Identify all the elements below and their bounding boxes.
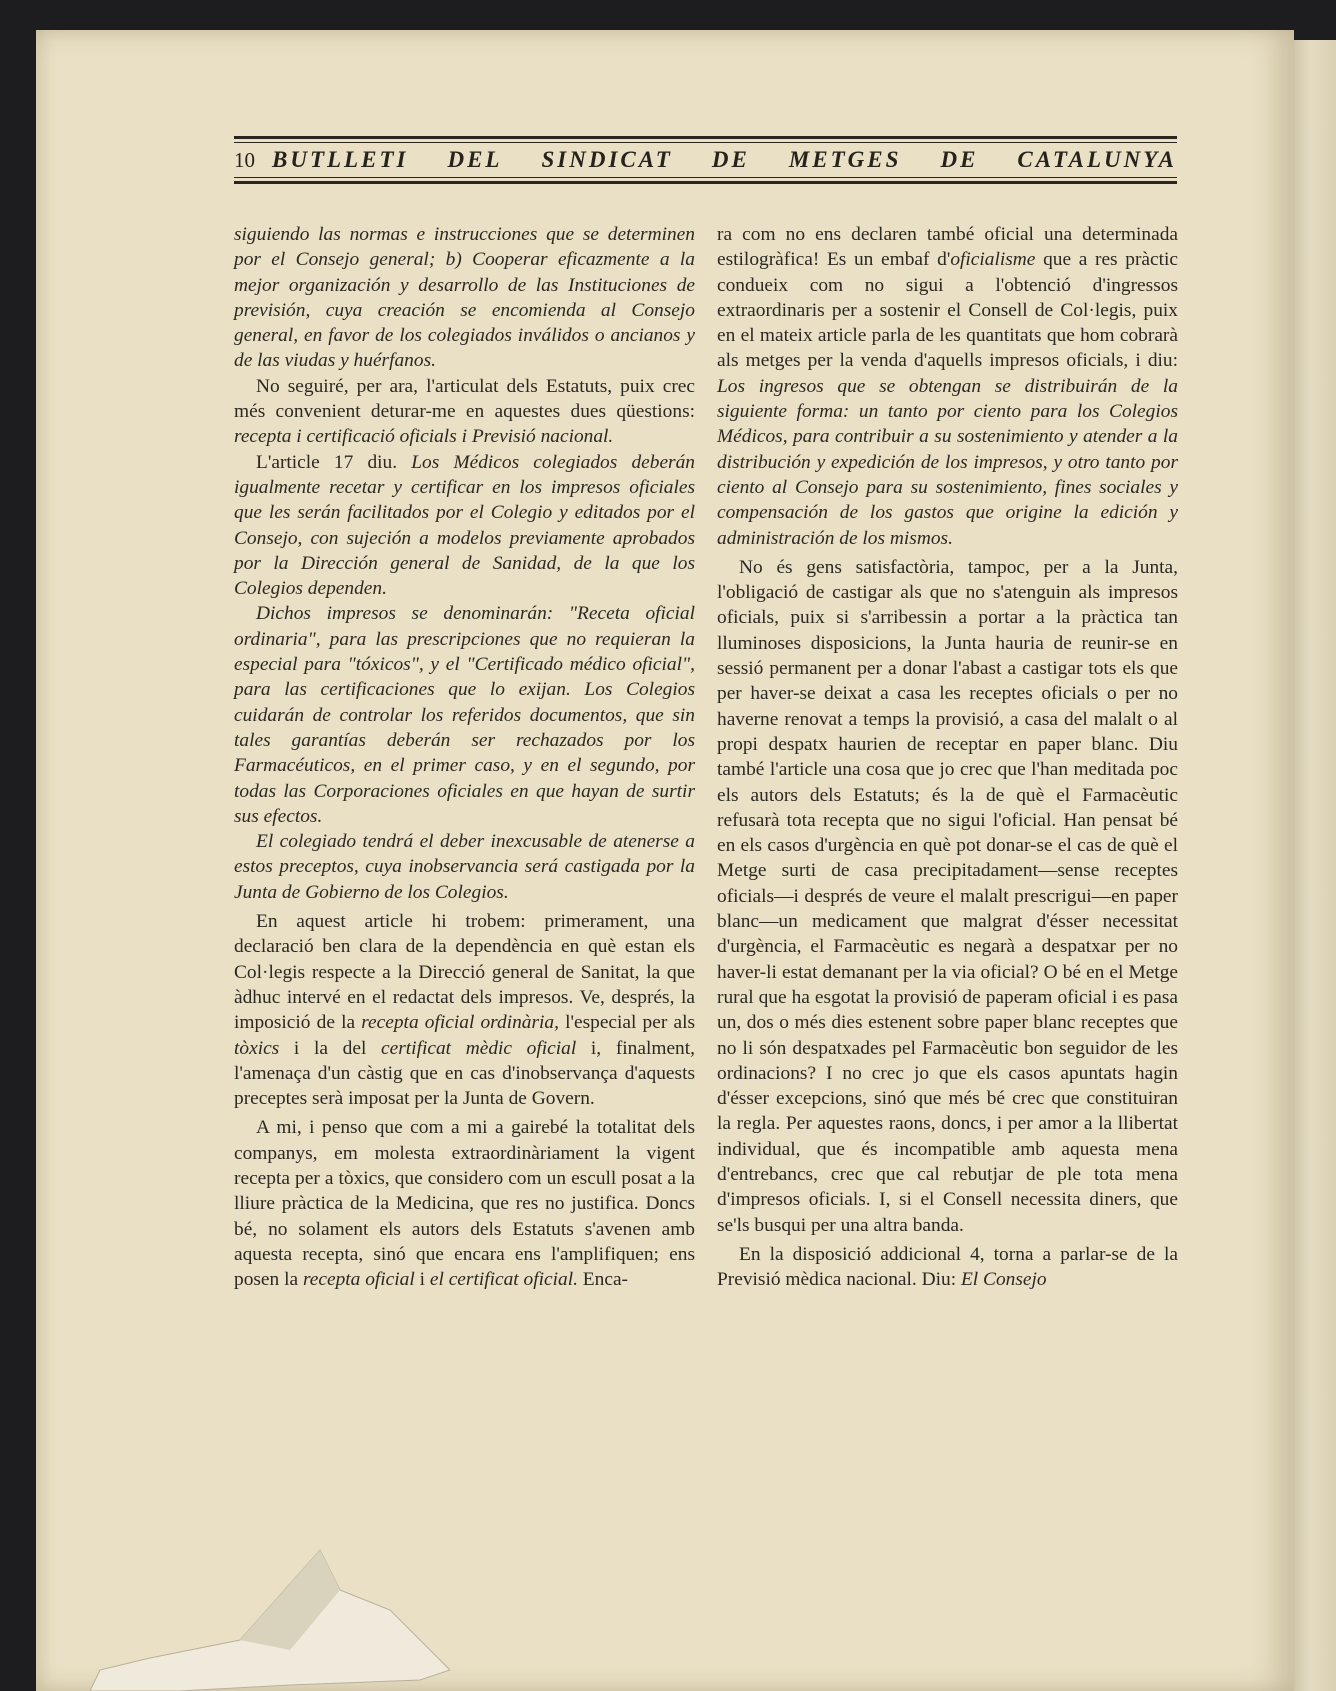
emphasis-text: certificat mèdic oficial (381, 1037, 577, 1059)
body-text: En la disposició addicional 4, torna a parlar-se de la Previsió mèdica nacional. Diu: (717, 1243, 1178, 1291)
quoted-text: siguiendo las normas e instrucciones que se determinen por el Consejo general; b) Cooperar eficazmente a la mejor organización y desarrollo de las Instituciones de previsión, cuya creación se encomienda al Consejo general, en favor de los colegiados inválidos o ancianos y de las viudas y huérfanos. (234, 224, 695, 372)
paragraph (717, 1242, 1178, 1293)
next-page-edge (1294, 40, 1336, 1691)
paragraph (234, 909, 695, 1111)
body-text: i la del (279, 1037, 382, 1059)
right-column (717, 222, 1178, 1292)
quoted-text: El Consejo (960, 1269, 1047, 1291)
title-word: DEL (447, 147, 503, 172)
page-number: 10 (234, 147, 255, 172)
paragraph (234, 829, 695, 905)
paragraph (717, 222, 1178, 551)
title-word: METGES (788, 147, 902, 172)
quoted-text: Los ingresos que se obtengan se distribuirán de la siguiente forma: un tanto por ciento para los Colegios Médicos, para contribuir a su sostenimiento y atender a la distribución y expedición de los impresos, y otro tanto por ciento al Consejo para su sostenimiento, fines sociales y compensación de los gastos que origine la edición y administración de los mismos. (717, 375, 1178, 549)
paragraph (234, 222, 695, 374)
body-text: ra com no ens declaren també oficial una determinada estilogràfica! Es un embaf d' (717, 224, 1178, 271)
quoted-text: Los Médicos colegiados deberán igualmente recetar y certificar en los impresos oficiales que les serán facilitados por el Colegio y editados por el Consejo, con sujeción a modelos previamente aprobados por la Dirección general de Sanidad, de la que los Colegios dependen. (234, 451, 695, 600)
paragraph (234, 1115, 695, 1292)
emphasis-text: oficialisme (950, 249, 1036, 271)
title-word: DE (711, 147, 750, 172)
emphasis-text: tòxics (234, 1037, 280, 1059)
body-text: A mi, i penso que com a mi a gairebé la totalitat dels companys, em molesta extraordinàriament la vigent recepta per a tòxics, que considero com un escull posat a la lliure pràctica de la Medicina, que res no justifica. Doncs bé, no solament els autors dels Estatuts s'avenen amb aquesta recepta, sinó que encara ens l'amplifiquen; ens posen la (234, 1117, 695, 1291)
header-rule-bottom-thin (234, 177, 1177, 178)
quoted-text: El colegiado tendrá el deber inexcusable de atenerse a estos preceptos, cuya inobservancia será castigada por la Junta de Gobierno de los Colegios. (234, 831, 695, 903)
body-text: que a res pràctic condueix com no sigui a l'obtenció d'ingressos extraordinaris per a sostenir el Consell de Col·legis, puix en el mateix article parla de les quantitats que hom cobrarà als metges per la venda d'aquells impresos oficials, i diu: (717, 249, 1178, 372)
body-text: i (414, 1269, 430, 1291)
body-text: En aquest article hi trobem: primerament, una declaració ben clara de la dependència en què estan els Col·legis respecte a la Direcció general de Sanitat, la que àdhuc intervé en el redactat dels impresos. Ve, després, la imposició de la (234, 911, 695, 1034)
emphasis-text: recepta oficial (302, 1269, 415, 1291)
paragraph (717, 555, 1178, 1238)
body-text: L'article 17 diu. (256, 451, 412, 473)
running-header (234, 136, 1177, 184)
body-text: Enca- (577, 1269, 629, 1291)
emphasis-text: recepta i certificació oficials i Previsió nacional. (234, 426, 614, 448)
publication-title (272, 147, 1177, 173)
header-rule-bottom (234, 181, 1177, 184)
emphasis-text: el certificat oficial. (429, 1269, 578, 1291)
title-word: CATALUNYA (1017, 147, 1177, 172)
title-word: BUTLLETI (272, 147, 409, 172)
title-word: DE (940, 147, 979, 172)
emphasis-text: recepta oficial ordinària, (361, 1012, 559, 1034)
quoted-text: Dichos impresos se denominarán: "Receta oficial ordinaria", para las prescripciones que no requieran la especial para "tóxicos", y el "Certificado médico oficial", para las certificaciones que lo exijan. Los Colegios cuidarán de controlar los referidos documentos, que sin tales garantías deberán ser rechazados por los Farmacéuticos, en el primer caso, y en el segundo, por todas las Corporaciones oficiales en que hayan de surtir sus efectos. (234, 603, 695, 827)
title-word: SINDICAT (541, 147, 673, 172)
body-text: l'especial per als (558, 1012, 696, 1034)
left-column (234, 222, 695, 1292)
body-text: No és gens satisfactòria, tampoc, per a la Junta, l'obligació de castigar als que no s'atenguin als impresos oficials, puix si s'arribessin a portar a la pràctica tan lluminoses disposicions, la Junta hauria de reunir-se en sessió permanent per a donar l'abast a castigar tots els que per haver-se deixat a casa les receptes oficials o per no haverne renovat a temps la provisió, a casa del malalt o al propi despatx haurien de receptar en paper blanc. Diu també l'article una cosa que jo crec que l'han meditada poc els autors dels Estatuts; és la de què el Farmacèutic refusarà tota recepta que no sigui l'oficial. Han pensat bé en els casos d'urgència en què pot donar-se el cas de què el Metge surti de casa precipitadament—sense receptes oficials—i després de veure el malalt prescrigui—en paper blanc—un medicament que malgrat d'ésser necessitat d'urgència, el Farmacèutic es negarà a despatxar per no haver-li estat demanant per la via oficial? O bé en el Metge rural que ha esgotat la provisió de paperam oficial i es pasa un, dos o més dies estenent sobre paper blanc receptes que no li són despatxades pel Farmacèutic bon seguidor de les ordinacions? I no crec jo que els casos apuntats hagin d'ésser excepcions, sinó que més bé crec que constituiran la regla. Per aquestes raons, doncs, i per amor a la llibertat individual, que és incompatible amb aquesta mena d'entrebancs, crec que cal rebutjar de ple tota mena d'impresos oficials. I, si el Consell necessita diners, que se'ls busqui per una altra banda. (717, 556, 1178, 1236)
paragraph (234, 450, 695, 602)
paragraph (234, 374, 695, 450)
paragraph (234, 601, 695, 829)
header-rule-top (234, 136, 1177, 139)
body-text: No seguiré, per ara, l'articulat dels Estatuts, puix crec més convenient deturar-me en aquestes dues qüestions: (234, 375, 695, 423)
body-text: i, finalment, l'amenaça d'un càstig que en cas d'inobservança d'aquests preceptes serà imposat per la Junta de Govern. (234, 1037, 695, 1110)
torn-corner (90, 1530, 450, 1691)
